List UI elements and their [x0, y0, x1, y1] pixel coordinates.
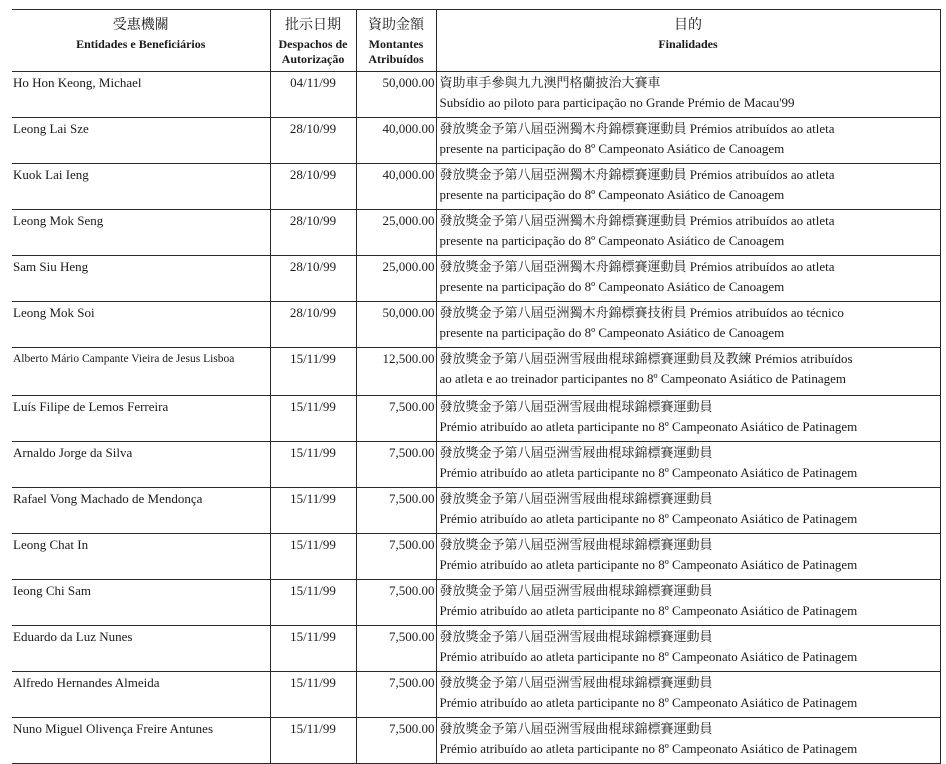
purpose-line-1: 發放獎金予第八屆亞洲獨木舟錦標賽運動員 Prémios atribuídos ao atleta — [439, 259, 835, 274]
purpose-cell — [436, 72, 940, 118]
purpose-cell — [436, 626, 940, 672]
table-header-row — [12, 10, 940, 72]
purpose-line-1: 發放獎金予第八屆亞洲雪屐曲棍球錦標賽運動員 — [439, 583, 713, 598]
amount-value: 7,500.00 — [356, 626, 436, 672]
purpose-cell — [436, 164, 940, 210]
amount-value: 25,000.00 — [356, 256, 436, 302]
purpose-line-1: 發放獎金予第八屆亞洲雪屐曲棍球錦標賽運動員及教練 Prémios atribuídos — [439, 351, 853, 366]
authorization-date: 15/11/99 — [270, 580, 356, 626]
header-date: 批示日期 Despachos de Autorização — [270, 10, 356, 72]
beneficiary-name: Luís Filipe de Lemos Ferreira — [12, 396, 270, 442]
authorization-date: 28/10/99 — [270, 302, 356, 348]
beneficiary-name: Leong Mok Soi — [12, 302, 270, 348]
beneficiary-name: Kuok Lai Ieng — [12, 164, 270, 210]
purpose-line-2: presente na participação do 8º Campeonato Asiático de Canoagem — [439, 279, 785, 294]
authorization-date: 15/11/99 — [270, 348, 356, 396]
authorization-date: 15/11/99 — [270, 442, 356, 488]
purpose-cell — [436, 302, 940, 348]
purpose-line-1: 發放獎金予第八屆亞洲雪屐曲棍球錦標賽運動員 — [439, 399, 713, 414]
table-row — [12, 534, 940, 580]
authorization-date: 28/10/99 — [270, 210, 356, 256]
purpose-cell — [436, 442, 940, 488]
table-row — [12, 72, 940, 118]
purpose-line-2: Prémio atribuído ao atleta participante no 8º Campeonato Asiático de Patinagem — [439, 557, 858, 572]
table-row — [12, 210, 940, 256]
purpose-line-1: 發放獎金予第八屆亞洲雪屐曲棍球錦標賽運動員 — [439, 629, 713, 644]
purpose-line-2: presente na participação do 8º Campeonato Asiático de Canoagem — [439, 187, 785, 202]
purpose-cell — [436, 534, 940, 580]
table-row — [12, 672, 940, 718]
amount-value: 7,500.00 — [356, 396, 436, 442]
purpose-cell — [436, 488, 940, 534]
purpose-cell — [436, 348, 940, 396]
beneficiary-name: Rafael Vong Machado de Mendonça — [12, 488, 270, 534]
purpose-line-2: Prémio atribuído ao atleta participante no 8º Campeonato Asiático de Patinagem — [439, 695, 858, 710]
purpose-cell — [436, 672, 940, 718]
amount-value: 12,500.00 — [356, 348, 436, 396]
purpose-line-2: Prémio atribuído ao atleta participante no 8º Campeonato Asiático de Patinagem — [439, 741, 858, 756]
table-row — [12, 256, 940, 302]
table-row — [12, 396, 940, 442]
purpose-cell — [436, 210, 940, 256]
amount-value: 25,000.00 — [356, 210, 436, 256]
purpose-cell — [436, 118, 940, 164]
purpose-line-2: Prémio atribuído ao atleta participante no 8º Campeonato Asiático de Patinagem — [439, 603, 858, 618]
amount-value: 7,500.00 — [356, 488, 436, 534]
purpose-line-2: Prémio atribuído ao atleta participante no 8º Campeonato Asiático de Patinagem — [439, 649, 858, 664]
beneficiary-name: Alfredo Hernandes Almeida — [12, 672, 270, 718]
beneficiary-name: Alberto Mário Campante Vieira de Jesus Lisboa — [12, 348, 270, 396]
beneficiary-name: Leong Mok Seng — [12, 210, 270, 256]
amount-value: 50,000.00 — [356, 72, 436, 118]
authorization-date: 15/11/99 — [270, 488, 356, 534]
purpose-line-1: 發放獎金予第八屆亞洲雪屐曲棍球錦標賽運動員 — [439, 675, 713, 690]
amount-value: 7,500.00 — [356, 442, 436, 488]
purpose-cell — [436, 396, 940, 442]
beneficiary-name: Leong Chat In — [12, 534, 270, 580]
amount-value: 50,000.00 — [356, 302, 436, 348]
table-row — [12, 118, 940, 164]
purpose-line-2: presente na participação do 8º Campeonato Asiático de Canoagem — [439, 233, 785, 248]
purpose-line-2: presente na participação do 8º Campeonato Asiático de Canoagem — [439, 141, 785, 156]
subsidy-table — [12, 9, 941, 764]
purpose-line-2: presente na participação do 8º Campeonato Asiático de Canoagem — [439, 325, 785, 340]
authorization-date: 15/11/99 — [270, 396, 356, 442]
purpose-line-1: 發放獎金予第八屆亞洲獨木舟錦標賽技術員 Prémios atribuídos ao técnico — [439, 305, 844, 320]
purpose-line-2: Prémio atribuído ao atleta participante no 8º Campeonato Asiático de Patinagem — [439, 419, 858, 434]
purpose-line-1: 發放獎金予第八屆亞洲雪屐曲棍球錦標賽運動員 — [439, 721, 713, 736]
authorization-date: 28/10/99 — [270, 256, 356, 302]
purpose-line-2: ao atleta e ao treinador participantes no 8º Campeonato Asiático de Patinagem — [439, 371, 847, 386]
purpose-line-1: 資助車手參與九九澳門格蘭披治大賽車 — [439, 75, 661, 90]
authorization-date: 28/10/99 — [270, 164, 356, 210]
table-row — [12, 488, 940, 534]
authorization-date: 15/11/99 — [270, 534, 356, 580]
beneficiary-name: Ieong Chi Sam — [12, 580, 270, 626]
purpose-line-1: 發放獎金予第八屆亞洲雪屐曲棍球錦標賽運動員 — [439, 445, 713, 460]
header-purpose: 目的 Finalidades — [436, 10, 940, 72]
authorization-date: 04/11/99 — [270, 72, 356, 118]
beneficiary-name: Eduardo da Luz Nunes — [12, 626, 270, 672]
table-row — [12, 164, 940, 210]
purpose-line-1: 發放獎金予第八屆亞洲雪屐曲棍球錦標賽運動員 — [439, 491, 713, 506]
purpose-cell — [436, 718, 940, 764]
header-beneficiary: 受惠機關 Entidades e Beneficiários — [12, 10, 270, 72]
purpose-line-1: 發放獎金予第八屆亞洲獨木舟錦標賽運動員 Prémios atribuídos ao atleta — [439, 167, 835, 182]
purpose-cell — [436, 580, 940, 626]
beneficiary-name: Arnaldo Jorge da Silva — [12, 442, 270, 488]
amount-value: 7,500.00 — [356, 672, 436, 718]
amount-value: 7,500.00 — [356, 718, 436, 764]
beneficiary-name: Nuno Miguel Olivença Freire Antunes — [12, 718, 270, 764]
purpose-line-1: 發放獎金予第八屆亞洲雪屐曲棍球錦標賽運動員 — [439, 537, 713, 552]
purpose-line-1: 發放獎金予第八屆亞洲獨木舟錦標賽運動員 Prémios atribuídos ao atleta — [439, 121, 835, 136]
authorization-date: 28/10/99 — [270, 118, 356, 164]
beneficiary-name: Sam Siu Heng — [12, 256, 270, 302]
purpose-line-2: Prémio atribuído ao atleta participante no 8º Campeonato Asiático de Patinagem — [439, 511, 858, 526]
amount-value: 40,000.00 — [356, 164, 436, 210]
beneficiary-name: Leong Lai Sze — [12, 118, 270, 164]
subsidy-table-page — [12, 9, 940, 764]
header-amount: 資助金額 Montantes Atribuídos — [356, 10, 436, 72]
table-row — [12, 718, 940, 764]
table-row — [12, 580, 940, 626]
purpose-line-2: Prémio atribuído ao atleta participante no 8º Campeonato Asiático de Patinagem — [439, 465, 858, 480]
table-row — [12, 442, 940, 488]
beneficiary-name: Ho Hon Keong, Michael — [12, 72, 270, 118]
amount-value: 7,500.00 — [356, 534, 436, 580]
table-row — [12, 348, 940, 396]
authorization-date: 15/11/99 — [270, 626, 356, 672]
amount-value: 7,500.00 — [356, 580, 436, 626]
purpose-line-1: 發放獎金予第八屆亞洲獨木舟錦標賽運動員 Prémios atribuídos ao atleta — [439, 213, 835, 228]
authorization-date: 15/11/99 — [270, 672, 356, 718]
amount-value: 40,000.00 — [356, 118, 436, 164]
purpose-cell — [436, 256, 940, 302]
purpose-line-2: Subsídio ao piloto para participação no Grande Prémio de Macau'99 — [439, 95, 795, 110]
table-row — [12, 626, 940, 672]
table-row — [12, 302, 940, 348]
authorization-date: 15/11/99 — [270, 718, 356, 764]
